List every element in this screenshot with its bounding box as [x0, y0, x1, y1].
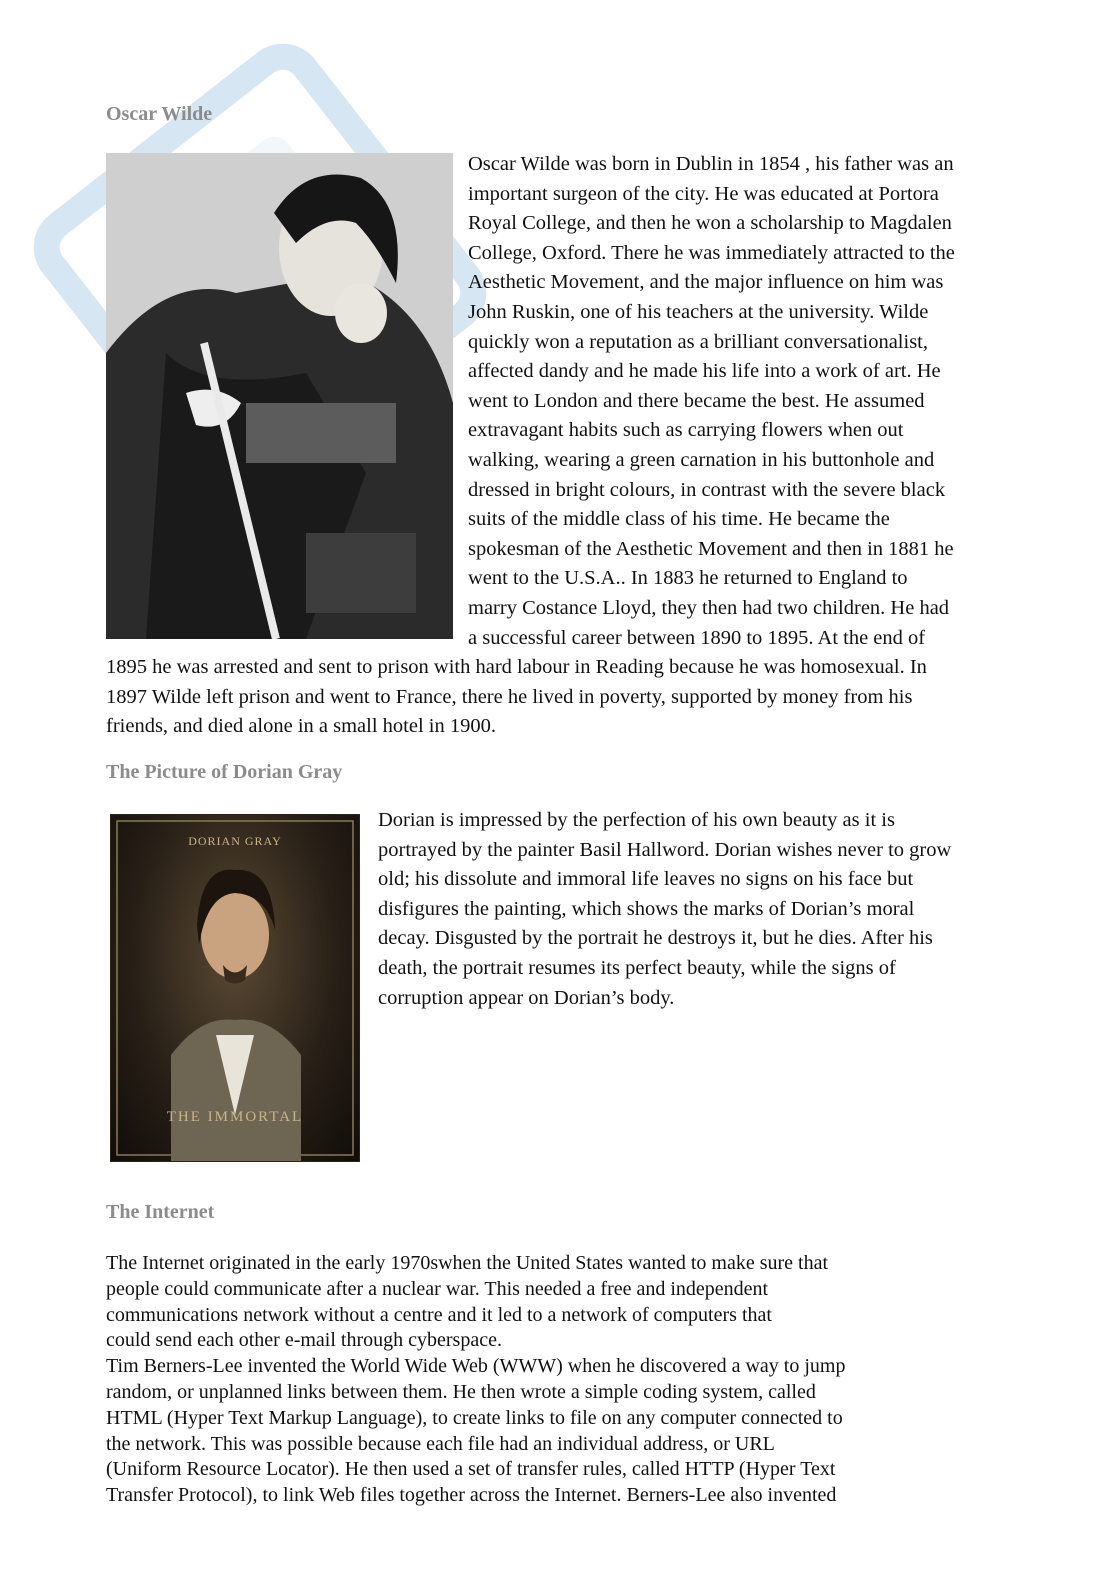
dorian-gray-poster-image — [110, 814, 360, 1162]
wilde-line: a successful career between 1890 to 1895. At the end of — [468, 626, 926, 649]
portrait-figure-icon — [106, 153, 453, 639]
internet-line: people could communicate after a nuclear war. This needed a free and independent — [106, 1277, 769, 1300]
wilde-line: College, Oxford. There he was immediately attracted to the — [468, 241, 955, 264]
dorian-line: old; his dissolute and immoral life leaves no signs on his face but — [378, 868, 914, 891]
internet-line: communications network without a centre and it led to a network of computers that — [106, 1303, 772, 1326]
wilde-line: 1897 Wilde left prison and went to France, there he lived in poverty, supported by money from his — [106, 685, 913, 708]
wilde-line: Royal College, and then he won a scholarship to Magdalen — [468, 212, 952, 235]
heading-dorian-gray: The Picture of Dorian Gray — [106, 761, 343, 783]
wilde-line: affected dandy and he made his life into a work of art. He — [468, 360, 941, 383]
wilde-line: John Ruskin, one of his teachers at the university. Wilde — [468, 300, 929, 323]
internet-line: (Uniform Resource Locator). He then used a set of transfer rules, called HTTP (Hyper Text — [106, 1458, 836, 1481]
wilde-line: walking, wearing a green carnation in his buttonhole and — [468, 448, 935, 471]
wilde-line: Oscar Wilde was born in Dublin in 1854 , his father was an — [468, 153, 954, 175]
internet-line: Transfer Protocol), to link Web files together across the Internet. Berners-Lee also invented — [106, 1484, 837, 1507]
internet-line: The Internet originated in the early 1970swhen the United States wanted to make sure that — [106, 1252, 829, 1274]
wilde-paragraph — [106, 150, 1006, 742]
heading-oscar-wilde: Oscar Wilde — [106, 103, 213, 125]
wilde-line: Aesthetic Movement, and the major influence on him was — [468, 271, 944, 294]
poster-bottom-title: THE IMMORTAL — [166, 1109, 304, 1126]
oscar-wilde-portrait-image — [106, 153, 453, 639]
wilde-line: friends, and died alone in a small hotel in 1900. — [106, 715, 496, 738]
dorian-line: Dorian is impressed by the perfection of his own beauty as it is — [378, 809, 895, 831]
wilde-line: suits of the middle class of his time. He became the — [468, 508, 890, 531]
internet-line: Tim Berners-Lee invented the World Wide Web (WWW) when he discovered a way to jump — [106, 1355, 846, 1378]
internet-line: HTML (Hyper Text Markup Language), to create links to file on any computer connected to — [106, 1406, 843, 1429]
dorian-paragraph — [106, 806, 1006, 1162]
wilde-line: spokesman of the Aesthetic Movement and then in 1881 he — [468, 537, 954, 560]
wilde-line: quickly won a reputation as a brilliant conversationalist, — [468, 330, 928, 353]
wilde-line: extravagant habits such as carrying flowers when out — [468, 419, 904, 442]
poster-top-title: DORIAN GRAY — [188, 834, 282, 848]
internet-line: could send each other e-mail through cyberspace. — [106, 1329, 502, 1352]
wilde-line: important surgeon of the city. He was educated at Portora — [468, 182, 939, 205]
wilde-line: marry Costance Lloyd, they then had two children. He had — [468, 596, 950, 619]
internet-line: random, or unplanned links between them. He then wrote a simple coding system, called — [106, 1380, 816, 1403]
wilde-line: 1895 he was arrested and sent to prison with hard labour in Reading because he was homosexual. In — [106, 656, 927, 679]
dorian-line: death, the portrait resumes its perfect beauty, while the signs of — [378, 956, 896, 979]
internet-line: the network. This was possible because each file had an individual address, or URL — [106, 1432, 775, 1455]
dorian-line: decay. Disgusted by the portrait he destroys it, but he dies. After his — [378, 927, 933, 950]
wilde-line: went to London and there became the best. He assumed — [468, 389, 925, 412]
internet-paragraph — [106, 1251, 966, 1509]
dorian-line: disfigures the painting, which shows the marks of Dorian’s moral — [378, 897, 915, 920]
heading-internet: The Internet — [106, 1201, 215, 1223]
wilde-line: went to the U.S.A.. In 1883 he returned to England to — [468, 567, 908, 590]
dorian-line: corruption appear on Dorian’s body. — [378, 986, 675, 1009]
wilde-line: dressed in bright colours, in contrast with the severe black — [468, 478, 946, 501]
dorian-line: portrayed by the painter Basil Hallword. Dorian wishes never to grow — [378, 838, 952, 861]
